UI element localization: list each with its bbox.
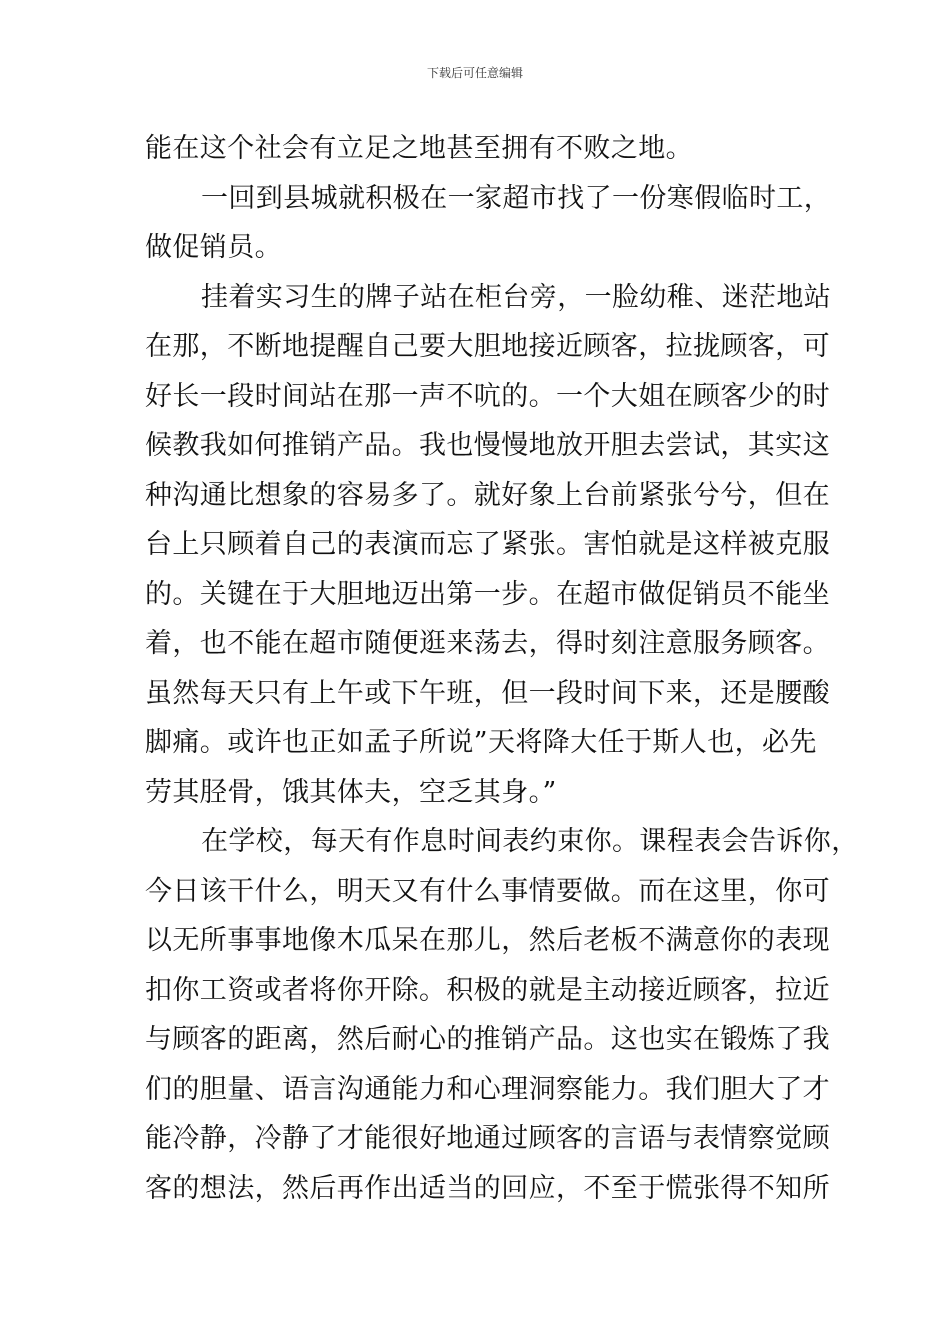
page-header: 下载后可任意编辑 <box>426 66 523 80</box>
text-line: 以无所事事地像木瓜呆在那儿，然后老板不满意你的表现 <box>145 925 830 956</box>
text-line: 虽然每天只有上午或下午班，但一段时间下来，还是腰酸 <box>145 677 830 709</box>
text-line: 台上只顾着自己的表演而忘了紧张。害怕就是这样被克服 <box>145 529 830 560</box>
text-line: 们的胆量、语言沟通能力和心理洞察能力。我们胆大了才 <box>145 1073 830 1105</box>
paragraph-first-line: 挂着实习生的牌子站在柜台旁，一脸幼稚、迷茫地站 <box>201 281 832 313</box>
text-line: 在那，不断地提醒自己要大胆地接近顾客，拉拢顾客，可 <box>145 331 830 362</box>
text-line: 种沟通比想象的容易多了。就好象上台前紧张兮兮，但在 <box>145 479 830 511</box>
text-line: 能在这个社会有立足之地甚至拥有不败之地。 <box>145 133 693 164</box>
text-line: 今日该干什么，明天又有什么事情要做。而在这里，你可 <box>145 875 830 907</box>
text-line: 客的想法，然后再作出适当的回应，不至于慌张得不知所 <box>145 1172 830 1204</box>
text-line: 劳其胫骨，饿其体夫，空乏其身。” <box>145 776 557 808</box>
paragraph-first-line: 在学校，每天有作息时间表约束你。课程表会告诉你， <box>201 826 859 857</box>
text-line: 好长一段时间站在那一声不吭的。一个大姐在顾客少的时 <box>145 380 830 412</box>
text-line: 着，也不能在超市随便逛来荡去，得时刻注意服务顾客。 <box>145 628 830 659</box>
text-line: 候教我如何推销产品。我也慢慢地放开胆去尝试，其实这 <box>145 430 830 461</box>
text-line: 脚痛。或许也正如孟子所说”天将降大任于斯人也，必先 <box>145 727 817 758</box>
text-line: 的。关键在于大胆地迈出第一步。在超市做促销员不能坐 <box>145 578 830 610</box>
text-line: 能冷静，冷静了才能很好地通过顾客的言语与表情察觉顾 <box>145 1123 830 1154</box>
text-line: 与顾客的距离，然后耐心的推销产品。这也实在锻炼了我 <box>145 1024 830 1055</box>
document-body <box>145 124 859 1213</box>
text-line: 做促销员。 <box>145 232 282 263</box>
paragraph-first-line: 一回到县城就积极在一家超市找了一份寒假临时工， <box>201 182 832 214</box>
text-line: 扣你工资或者将你开除。积极的就是主动接近顾客，拉近 <box>145 974 830 1006</box>
